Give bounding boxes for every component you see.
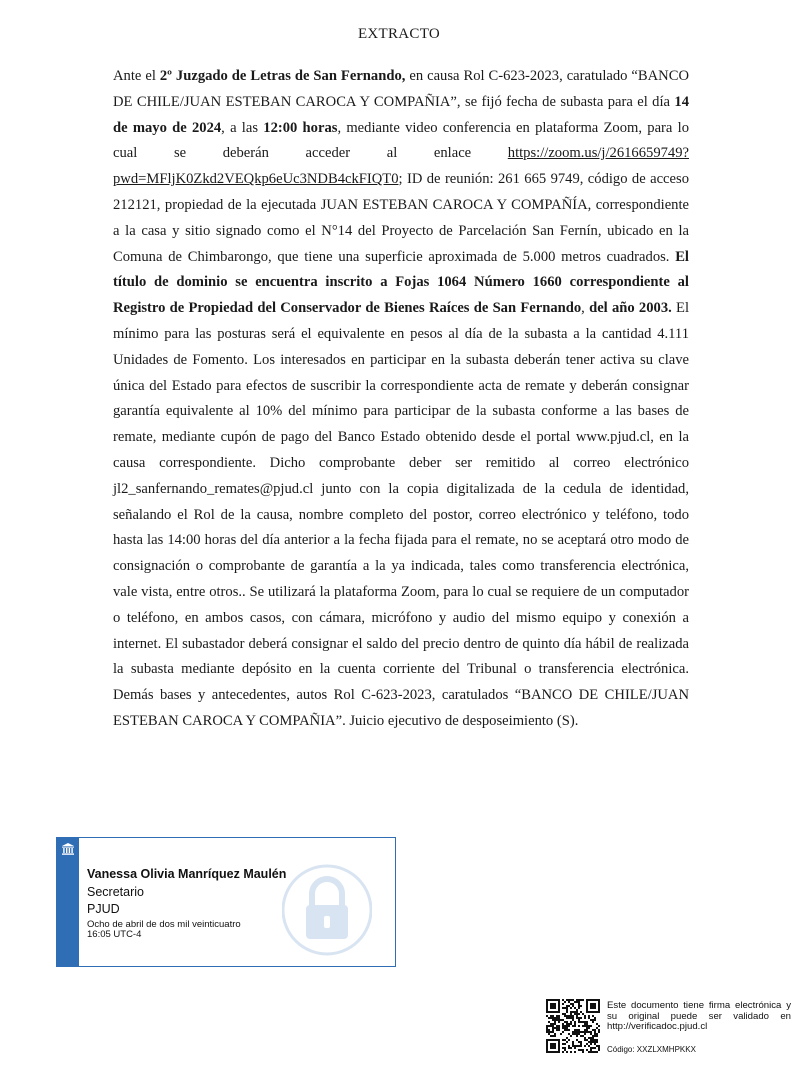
verification-notice: Este documento tiene firma electrónica y su original puede ser validado en http://verificadoc.pjud.cl xyxy=(607,1000,791,1032)
signature-date xyxy=(87,920,241,940)
body-text: , mediante video conferencia en plataforma Zoom, para lo cual se deberán acceder al enlace xyxy=(113,119,689,162)
court-name: 2º Juzgado de Letras de San Fernando, xyxy=(159,68,406,84)
body-text: El mínimo para las posturas será el equivalente en pesos al día de la subasta a la cantidad 4.111 Unidades de Fomento. Los interesados en participar en la subasta deberán tener activa su clave única del Estado para efectos de suscribir la correspondiente acta de remate y deberán consignar garantía equivalente al 10% del mínimo para participar de la subasta conforme a las bases de remate, mediante cupón de pago del Banco Estado obtenido desde el portal www.pjud.cl, en la causa correspondiente. Dicho comprobante deber ser remitido al correo electrónico jl2_sanfernando_remates@pjud.cl junto con la copia digitalizada de la cedula de identidad, señalando el Rol de la causa, nombre completo del postor, correo electrónico y teléfono, todo hasta las 14:00 horas del día anterior a la fecha fijada para el remate, no se aceptará otro modo de consignación o comprobante de garantía a la ya indicada, tales como transferencia electrónica, vale vista, entre otros.. Se utilizará la plataforma Zoom, para lo cual se requiere de un computador o teléfono, en ambos casos, con cámara, micrófono y audio del mismo equipo y conexión a internet. El subastador deberá consignar el saldo del precio dentro de quinto día hábil de realizada la subasta mediante depósito en la cuenta corriente del Tribunal o transferencia electrónica. Demás bases y antecedentes, autos Rol C-623-2023, caratulados “BANCO DE CHILE/JUAN ESTEBAN CAROCA Y COMPAÑIA”. Juicio ejecutivo de desposeimiento (S). xyxy=(113,300,690,729)
courthouse-icon xyxy=(61,842,75,856)
body-text: ; ID de reunión: 261 665 9749, código de acceso 212121, propiedad de la ejecutada JUAN ESTEBAN CAROCA Y COMPAÑÍA, correspondiente a la casa y sitio signado como el N°14 del Proyecto de Parcelación San Fernín, ubicado en la Comuna de Chimbarongo, que tiene una superficie aproximada de 5.000 metros cuadrados. xyxy=(113,171,689,265)
signature-box xyxy=(56,837,396,967)
document-title: EXTRACTO xyxy=(357,26,441,42)
zoom-link[interactable]: https://zoom.us/j/2616659749?pwd=MFljK0Zkd2VEQkp6eUc3NDB4ckFIQT0 xyxy=(113,145,689,188)
signature-date-text: Ocho de abril de dos mil veinticuatro xyxy=(87,919,241,930)
verification-code: Código: XXZLXMHPKKX xyxy=(607,1045,696,1054)
registration-year: del año 2003. xyxy=(589,300,672,317)
signature-accent-bar xyxy=(57,838,79,966)
body-text: Ante el xyxy=(113,68,160,84)
body-text: en causa Rol C-623-2023, caratulado “BANCO DE CHILE/JUAN ESTEBAN CAROCA Y COMPAÑIA”, se fijó fecha de subasta para el día xyxy=(113,68,689,110)
extract-body xyxy=(113,64,689,735)
auction-time: 12:00 horas xyxy=(263,119,338,136)
signer-name: Vanessa Olivia Manríquez Maulén xyxy=(87,867,287,881)
signer-organization: PJUD xyxy=(87,902,120,916)
title-registration: El título de dominio se encuentra inscrito a Fojas 1064 Número 1660 correspondiente al Registro de Propiedad del Conservador de Bienes Raíces de San Fernando xyxy=(113,248,689,317)
signature-time-text: 16:05 UTC-4 xyxy=(87,929,142,940)
lock-icon xyxy=(282,860,372,960)
signer-role: Secretario xyxy=(87,885,144,899)
auction-date: 14 de mayo de 2024 xyxy=(113,93,689,136)
body-text: , a las xyxy=(221,119,264,136)
body-text: , xyxy=(581,300,590,317)
qr-code xyxy=(546,999,600,1053)
